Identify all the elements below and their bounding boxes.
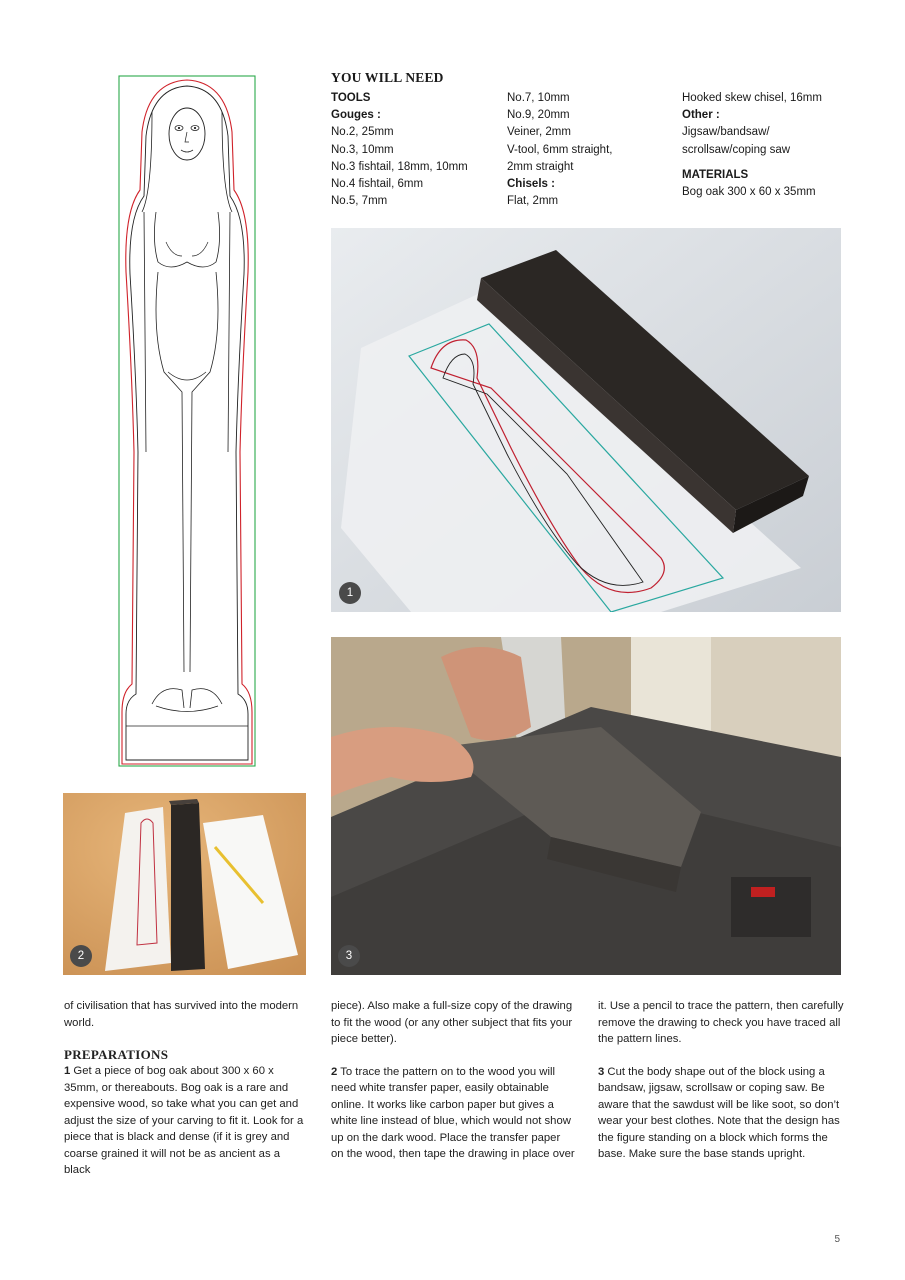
step-1-text: Get a piece of bog oak about 300 x 60 x 35mm, or thereabouts. Bog oak is a rare and expensive wood, so take what you can get and adjust the size of your carving to fit it. Look for a piece that is black and dense (if it is grey and coarse grained it will not be as ancient as a black bbox=[64, 1065, 304, 1176]
tool-item: No.5, 7mm bbox=[331, 195, 388, 208]
tools-column-3 bbox=[682, 90, 847, 201]
tool-item: scrollsaw/coping saw bbox=[682, 143, 791, 156]
step-number: 1 bbox=[64, 1065, 71, 1077]
tool-item: Flat, 2mm bbox=[507, 195, 559, 208]
tool-item: No.9, 20mm bbox=[507, 109, 570, 122]
material-item: Bog oak 300 x 60 x 35mm bbox=[682, 186, 816, 199]
tool-item: No.3, 10mm bbox=[331, 143, 394, 156]
tool-item: Hooked skew chisel, 16mm bbox=[682, 92, 822, 104]
step-2-text: To trace the pattern on to the wood you will need white transfer paper, easily obtainable online. It works like carbon paper but gives a white line instead of blue, which would not show up on the dark wood. Place the transfer paper on the wood, then tape the drawing in place over bbox=[331, 1065, 575, 1160]
gouges-label: Gouges : bbox=[331, 109, 381, 122]
photo-1-traced-pattern-on-block bbox=[331, 228, 841, 612]
tool-item: 2mm straight bbox=[507, 160, 574, 173]
tool-item: Veiner, 2mm bbox=[507, 126, 571, 139]
tool-item: No.7, 10mm bbox=[507, 92, 570, 104]
step-number: 3 bbox=[598, 1065, 605, 1078]
body-column-1 bbox=[64, 998, 304, 1195]
tool-item: No.3 fishtail, 18mm, 10mm bbox=[331, 160, 468, 173]
body-paragraph: it. Use a pencil to trace the pattern, then carefully remove the drawing to check you have traced all the pattern lines. bbox=[598, 1000, 844, 1045]
you-will-need-title: YOU WILL NEED bbox=[331, 70, 444, 85]
body-column-2 bbox=[331, 998, 575, 1179]
step-number: 2 bbox=[331, 1065, 338, 1078]
photo-1-number-badge: 1 bbox=[339, 582, 361, 604]
body-paragraph: piece). Also make a full-size copy of the drawing to fit the wood (or any other subject that fits your piece better). bbox=[331, 1000, 573, 1045]
figure-pattern-drawing bbox=[112, 72, 262, 772]
tools-column-1 bbox=[331, 90, 501, 210]
photo-2-number-badge: 2 bbox=[70, 945, 92, 967]
body-paragraph: of civilisation that has survived into the modern world. bbox=[64, 1000, 299, 1029]
photo-3-cutting-on-bandsaw bbox=[331, 637, 841, 975]
step-3-paragraph bbox=[598, 1064, 844, 1163]
tool-item: Jigsaw/bandsaw/ bbox=[682, 126, 770, 139]
step-1-paragraph bbox=[64, 1063, 304, 1179]
tool-item: V-tool, 6mm straight, bbox=[507, 143, 613, 156]
step-3-text: Cut the body shape out of the block using a bandsaw, jigsaw, scrollsaw or coping saw. Be aware that the sawdust will be like soot, so don’t wear your best clothes. Note that the design has the figure standing on a block which forms the base. Make sure the base stands upright. bbox=[598, 1065, 840, 1160]
preparations-heading: PREPARATIONS bbox=[64, 1047, 169, 1062]
tools-column-2 bbox=[507, 90, 677, 210]
photo-2-pattern-and-block bbox=[63, 793, 306, 975]
other-label: Other : bbox=[682, 109, 720, 122]
tool-item: No.2, 25mm bbox=[331, 126, 394, 139]
body-column-3 bbox=[598, 998, 844, 1179]
materials-heading: MATERIALS bbox=[682, 168, 749, 181]
tool-item: No.4 fishtail, 6mm bbox=[331, 178, 424, 191]
step-2-paragraph bbox=[331, 1064, 575, 1163]
page-number: 5 bbox=[834, 1234, 840, 1245]
photo-3-number-badge: 3 bbox=[338, 945, 360, 967]
tools-heading: TOOLS bbox=[331, 92, 371, 104]
chisels-label: Chisels : bbox=[507, 178, 555, 191]
